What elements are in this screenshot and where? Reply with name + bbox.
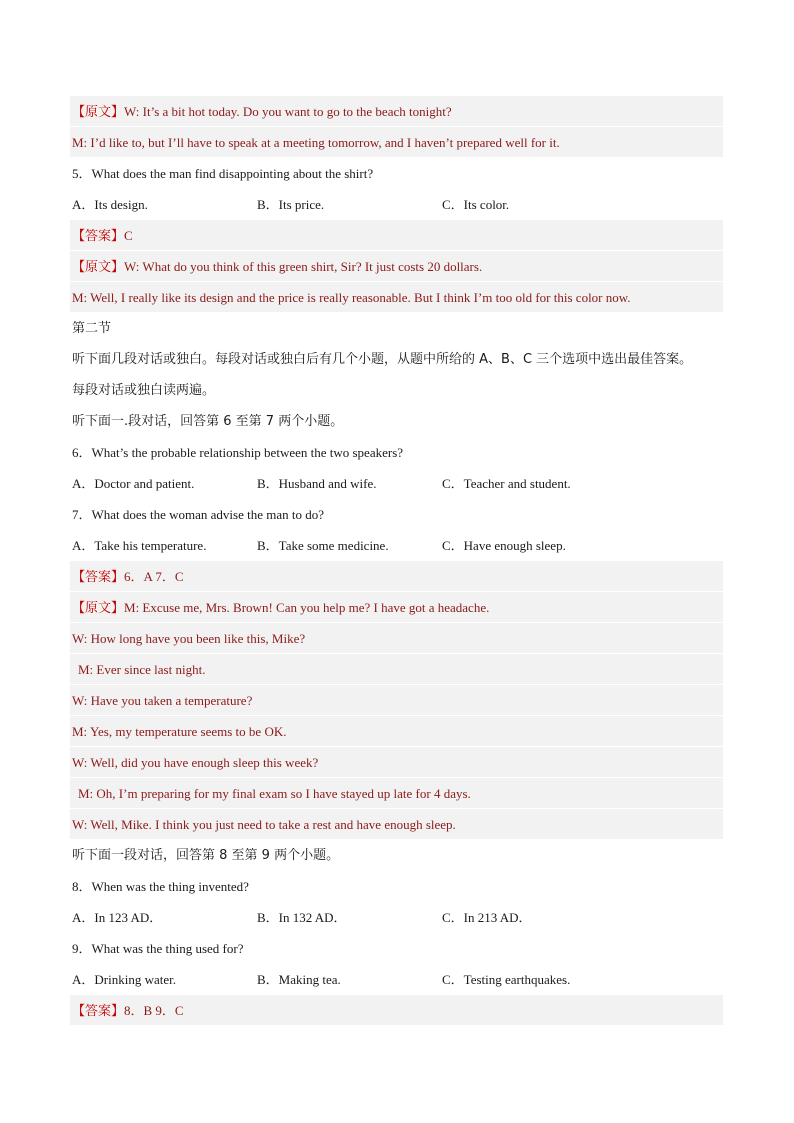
question-line — [70, 437, 723, 468]
instruction-text: 听下面几段对话或独白。每段对话或独白后有几个小题，从题中所给的 A、B、C 三个选项中选出最佳答案。 — [72, 352, 693, 367]
instruction-line — [70, 375, 723, 406]
section-tag: 【答案】 — [72, 1004, 125, 1019]
question-text: 5．What does the man find disappointing about the shirt? — [72, 166, 374, 181]
section-tag: 【原文】 — [72, 601, 125, 616]
transcript-line — [70, 251, 723, 282]
option-c: C．Its color. — [442, 197, 510, 212]
transcript-line — [70, 96, 723, 127]
instruction-line — [70, 840, 723, 871]
instruction-text: 每段对话或独白读两遍。 — [72, 383, 216, 398]
instruction-text: 听下面一段对话，回答第 8 至第 9 两个小题。 — [72, 848, 340, 863]
option-b: B．Its price. — [257, 197, 325, 212]
transcript-line — [70, 127, 723, 158]
option-a: A．Its design. — [72, 197, 148, 212]
transcript-text: W: Well, Mike. I think you just need to take a rest and have enough sleep. — [72, 817, 456, 832]
transcript-text: M: Yes, my temperature seems to be OK. — [72, 724, 287, 739]
section-tag: 【原文】 — [72, 260, 125, 275]
options-row — [70, 468, 723, 499]
transcript-text: W: How long have you been like this, Mike? — [72, 631, 306, 646]
instruction-line — [70, 344, 723, 375]
instruction-text: 第二节 — [72, 321, 112, 336]
instruction-text: 听下面一.段对话，回答第 6 至第 7 两个小题。 — [72, 414, 344, 429]
option-a: A．In 123 AD． — [72, 910, 163, 925]
options-row — [70, 189, 723, 220]
question-text: 6．What’s the probable relationship between the two speakers? — [72, 445, 404, 460]
instruction-line — [70, 406, 723, 437]
transcript-line — [70, 592, 723, 623]
option-b: B．Husband and wife. — [257, 476, 377, 491]
question-line — [70, 933, 723, 964]
transcript-line — [70, 623, 723, 654]
option-c: C．Teacher and student. — [442, 476, 571, 491]
option-a: A．Doctor and patient. — [72, 476, 195, 491]
transcript-line — [70, 654, 723, 685]
option-b: B．Take some medicine. — [257, 538, 389, 553]
question-line — [70, 158, 723, 189]
transcript-line — [70, 747, 723, 778]
instruction-line — [70, 313, 723, 344]
transcript-text: W: Have you taken a temperature? — [72, 693, 253, 708]
option-c: C．Testing earthquakes. — [442, 972, 571, 987]
options-row — [70, 530, 723, 561]
option-b: B．Making tea. — [257, 972, 341, 987]
section-tag: 【答案】 — [72, 229, 125, 244]
question-text: 9．What was the thing used for? — [72, 941, 244, 956]
transcript-text: M: Ever since last night. — [78, 662, 206, 677]
document-body — [70, 96, 723, 1026]
transcript-line — [70, 778, 723, 809]
question-line — [70, 871, 723, 902]
answer-text: 8．B 9．C — [124, 1003, 184, 1018]
option-b: B．In 132 AD． — [257, 910, 347, 925]
transcript-line — [70, 809, 723, 840]
transcript-text: M: Well, I really like its design and the price is really reasonable. But I think I’m too old for this color now. — [72, 290, 631, 305]
transcript-line — [70, 716, 723, 747]
transcript-text: M: Oh, I’m preparing for my final exam so I have stayed up late for 4 days. — [78, 786, 471, 801]
answer-line — [70, 995, 723, 1026]
transcript-line — [70, 282, 723, 313]
option-c: C．Have enough sleep. — [442, 538, 566, 553]
section-tag: 【原文】 — [72, 105, 125, 120]
answer-text: 6．A 7．C — [124, 569, 184, 584]
answer-line — [70, 561, 723, 592]
question-line — [70, 499, 723, 530]
answer-line — [70, 220, 723, 251]
section-tag: 【答案】 — [72, 570, 125, 585]
transcript-text: W: What do you think of this green shirt, Sir? It just costs 20 dollars. — [124, 259, 483, 274]
transcript-text: W: Well, did you have enough sleep this week? — [72, 755, 319, 770]
answer-text: C — [124, 228, 133, 243]
question-text: 8．When was the thing invented? — [72, 879, 249, 894]
transcript-line — [70, 685, 723, 716]
option-a: A．Take his temperature. — [72, 538, 207, 553]
options-row — [70, 964, 723, 995]
option-c: C．In 213 AD． — [442, 910, 532, 925]
transcript-text: M: Excuse me, Mrs. Brown! Can you help me? I have got a headache. — [124, 600, 490, 615]
options-row — [70, 902, 723, 933]
transcript-text: M: I’d like to, but I’ll have to speak at a meeting tomorrow, and I haven’t prepared well for it. — [72, 135, 560, 150]
question-text: 7．What does the woman advise the man to do? — [72, 507, 324, 522]
transcript-text: W: It’s a bit hot today. Do you want to go to the beach tonight? — [124, 104, 452, 119]
option-a: A．Drinking water. — [72, 972, 176, 987]
